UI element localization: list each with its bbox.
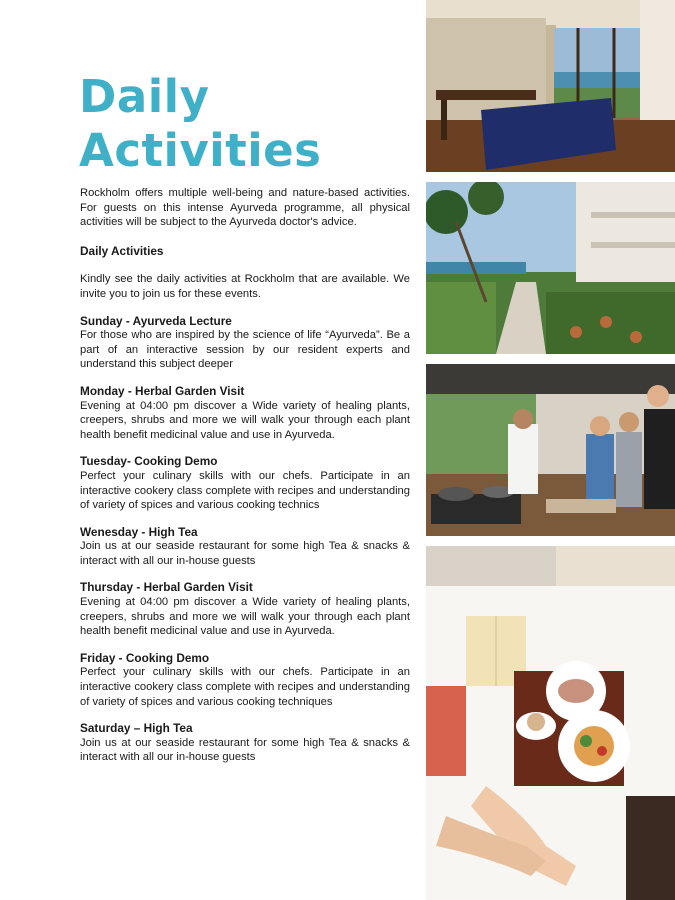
event-wednesday bbox=[80, 525, 410, 569]
event-description: Perfect your culinary skills with our chefs. Participate in an interactive cookery class complete with recipes and understanding of variety of spices and various cooking techniques bbox=[80, 666, 410, 708]
text-column bbox=[80, 186, 410, 777]
event-description: Evening at 04:00 pm discover a Wide variety of healing plants, creepers, shrubs and more we will walk your through each plant health benefit medicinal value and use in Ayurveda. bbox=[80, 399, 410, 441]
photo-high-tea bbox=[426, 546, 675, 900]
event-title: Friday - Cooking Demo bbox=[80, 650, 210, 665]
section-heading: Daily Activities bbox=[80, 243, 164, 258]
event-description: For those who are inspired by the science of life “Ayurveda”. Be a part of an interactive session by our resident experts and understand this subject deeper bbox=[80, 329, 410, 371]
event-title: Monday - Herbal Garden Visit bbox=[80, 383, 245, 398]
event-sunday bbox=[80, 314, 410, 372]
event-title: Saturday – High Tea bbox=[80, 721, 193, 736]
event-saturday bbox=[80, 721, 410, 765]
title-line-2: Activities bbox=[79, 124, 322, 177]
page-title bbox=[79, 70, 321, 178]
event-description: Perfect your culinary skills with our chefs. Participate in an interactive cookery class complete with recipes and understanding of variety of spices and various cooking technics bbox=[80, 469, 410, 512]
event-description: Join us at our seaside restaurant for some high Tea & snacks & interact with all our in-house guests bbox=[80, 540, 410, 567]
photo-herbal-garden bbox=[426, 182, 675, 354]
event-tuesday bbox=[80, 454, 410, 512]
event-title: Sunday - Ayurveda Lecture bbox=[80, 313, 232, 328]
event-title: Thursday - Herbal Garden Visit bbox=[80, 580, 253, 595]
event-friday bbox=[80, 651, 410, 709]
lead-paragraph: Kindly see the daily activities at Rockholm that are available. We invite you to join us for these events. bbox=[80, 273, 410, 300]
event-monday bbox=[80, 384, 410, 442]
event-description: Join us at our seaside restaurant for some high Tea & snacks & interact with all our in-house guests bbox=[80, 736, 410, 764]
title-line-1: Daily bbox=[79, 70, 210, 123]
photo-treatment-room bbox=[426, 0, 675, 172]
event-title: Tuesday- Cooking Demo bbox=[80, 454, 218, 469]
photo-cooking-demo bbox=[426, 364, 675, 536]
event-thursday bbox=[80, 580, 410, 638]
intro-paragraph: Rockholm offers multiple well-being and nature-based activities. For guests on this intense Ayurveda programme, all physical activities will be subject to the Ayurveda doctor's advice. bbox=[80, 187, 410, 229]
event-description: Evening at 04:00 pm discover a Wide variety of healing plants, creepers, shrubs and more we will walk your through each plant health benefit medicinal value and use in Ayurveda. bbox=[80, 596, 410, 638]
event-title: Wenesday - High Tea bbox=[80, 524, 198, 539]
